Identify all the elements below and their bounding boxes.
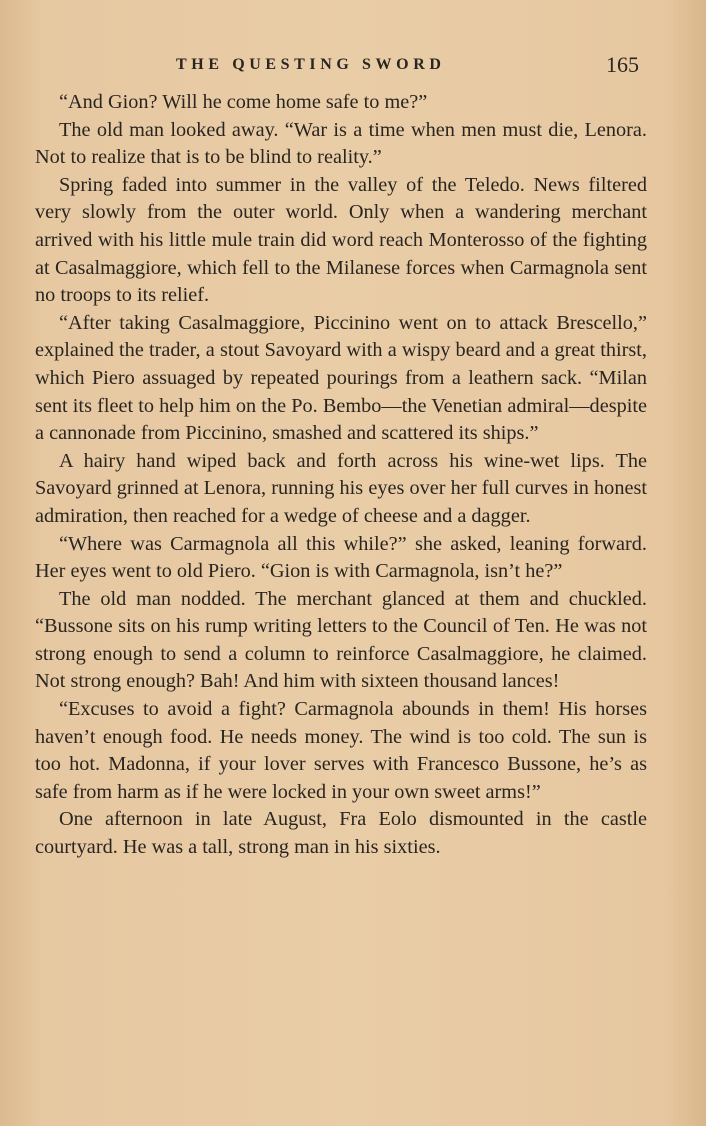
page-header xyxy=(0,52,706,80)
paragraph: Spring faded into summer in the valley of the Teledo. News filtered very slowly from the outer world. Only when a wandering merchant arrived with his little mule train did word reach Monterosso of the fighting at Casalmaggiore, which fell to the Milanese forces when Carmagnola sent no troops to its relief. xyxy=(35,173,647,307)
paragraph: A hairy hand wiped back and forth across his wine-wet lips. The Savoyard grinned at Lenora, running his eyes over her full curves in honest admiration, then reached for a wedge of cheese and a dagger. xyxy=(35,449,647,527)
paragraph: “Where was Carmagnola all this while?” she asked, leaning forward. Her eyes went to old Piero. “Gion is with Carmagnola, isn’t he?” xyxy=(35,532,647,583)
page-number: 165 xyxy=(606,52,639,77)
paragraph: The old man nodded. The merchant glanced at them and chuckled. “Bussone sits on his rump writing letters to the Council of Ten. He was not strong enough to send a column to reinforce Casalmaggiore, he claimed. Not strong enough? Bah! And him with sixteen thousand lances! xyxy=(35,587,647,693)
paragraph: “And Gion? Will he come home safe to me?” xyxy=(59,91,428,113)
body-text xyxy=(35,89,647,862)
paragraph: “After taking Casalmaggiore, Piccinino went on to attack Brescello,” explained the trader, a stout Savoyard with a wispy beard and a great thirst, which Piero assuaged by repeated pourings from a leathern sack. “Milan sent its fleet to help him on the Po. Bembo—the Venetian admiral—despite a cannonade from Piccinino, smashed and scattered its ships.” xyxy=(35,311,647,445)
paragraph: One afternoon in late August, Fra Eolo dismounted in the castle courtyard. He was a tall, strong man in his sixties. xyxy=(35,808,647,859)
paragraph: The old man looked away. “War is a time when men must die, Lenora. Not to realize that is to be blind to reality.” xyxy=(35,118,647,169)
running-title: THE QUESTING SWORD xyxy=(176,56,446,73)
paragraph: “Excuses to avoid a fight? Carmagnola abounds in them! His horses haven’t enough food. He needs money. The wind is too cold. The sun is too hot. Madonna, if your lover serves with Francesco Bussone, he’s as safe from harm as if he were locked in your own sweet arms!” xyxy=(35,698,647,803)
